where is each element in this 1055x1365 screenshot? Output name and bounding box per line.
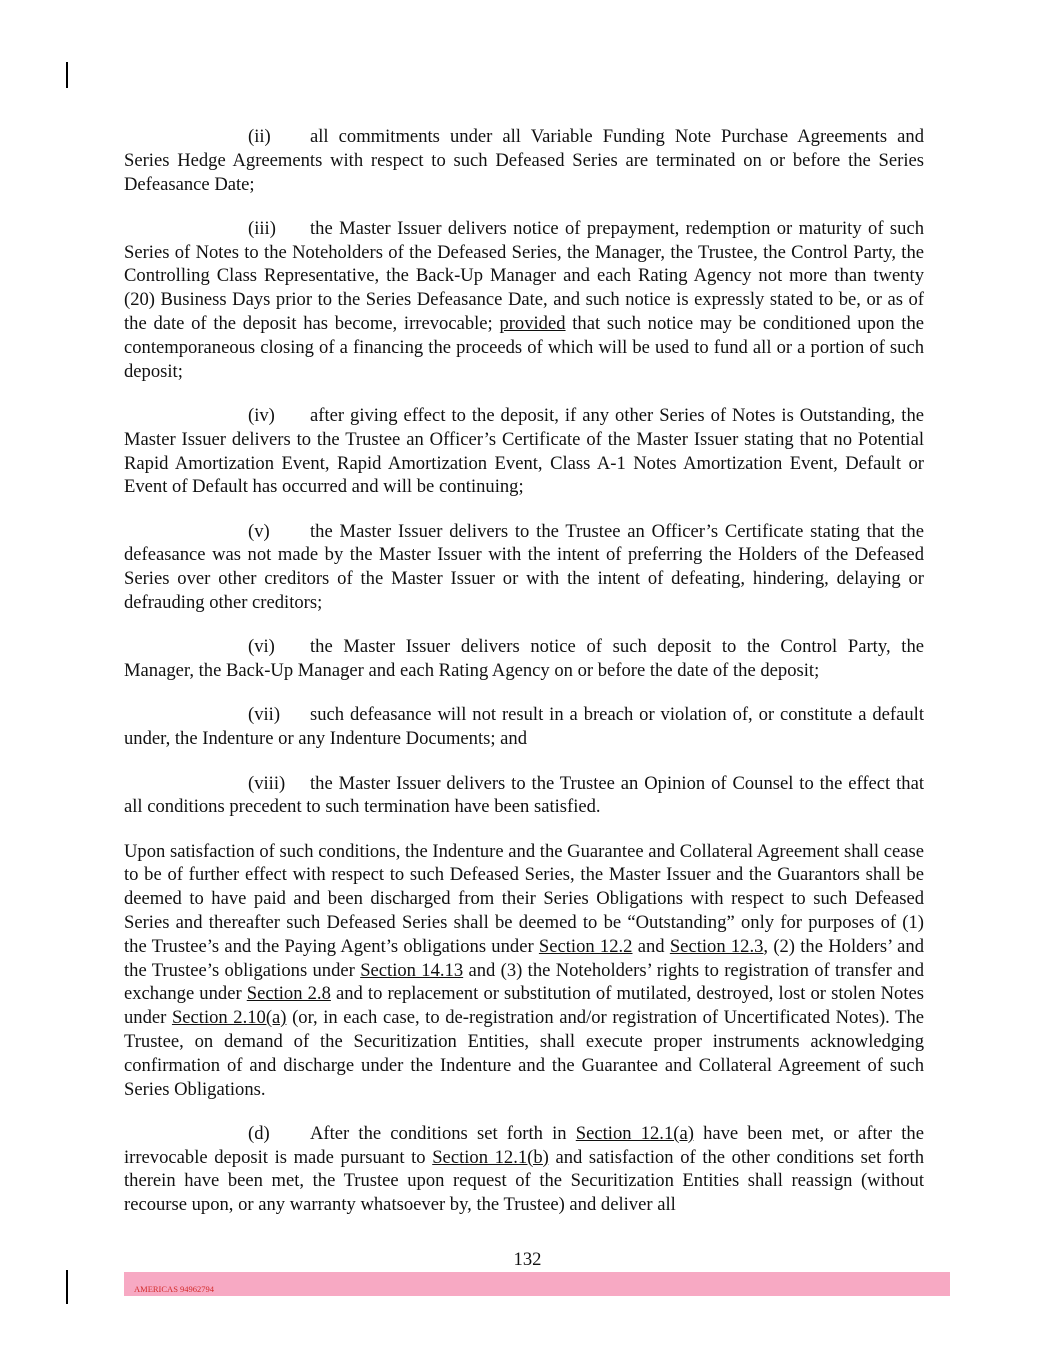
footer-bar (124, 1272, 950, 1296)
document-id: AMERICAS 94962794 (134, 1284, 215, 1294)
section-reference: Section 12.1(a) (575, 1122, 694, 1144)
section-reference: Section 12.1(b) (432, 1146, 549, 1168)
clause-text: the Master Issuer delivers notice of prepayment, redemption or maturity of such Series of Notes to the Noteholders of the Defeased Series, the Manager, the Trustee, the Control Party, the Controlling Class Representative, the Back-Up Manager and each Rating Agency not more than twenty (20) Business Days prior to the Series Defeasance Date, and such notice is expressly stated to be, or as of the date of the deposit has become, irrevocable; (124, 217, 924, 335)
section-reference: Section 12.2 (538, 935, 633, 957)
clause-text: the Master Issuer delivers to the Trustee an Opinion of Counsel to the effect that all conditions precedent to such termination have been satisfied. (124, 772, 924, 818)
clause-number: (iv) (248, 404, 275, 426)
closing-text: (or, in each case, to de-registration and/or registration of Uncertificated Notes). The Trustee, on demand of the Securitization Entities, shall execute proper instruments acknowledging confirmation of and discharge under the Indenture and the Guarantee and Collateral Agreement of such Series Obligations. (124, 1007, 924, 1100)
clause-vi (124, 635, 924, 683)
closing-paragraph (124, 840, 924, 1102)
clause-text-continued: that such notice may be conditioned upon the contemporaneous closing of a financing the proceeds of which will be used to fund all or a portion of such deposit; (124, 313, 924, 382)
clause-text: the Master Issuer delivers notice of such deposit to the Control Party, the Manager, the Back-Up Manager and each Rating Agency on or before the date of the deposit; (124, 636, 924, 682)
closing-text: and (632, 935, 670, 957)
page-number: 132 (513, 1249, 542, 1270)
clause-text: all commitments under all Variable Funding Note Purchase Agreements and Series Hedge Agreements with respect to such Defeased Series are terminated on or before the Series Defeasance Date; (124, 126, 924, 195)
clause-text: After the conditions set forth in (310, 1122, 576, 1144)
document-body (124, 125, 924, 1238)
section-reference: Section 2.10(a) (171, 1007, 287, 1029)
clause-text: such defeasance will not result in a breach or violation of, or constitute a default under, the Indenture or any Indenture Documents; and (124, 704, 924, 750)
clause-number: (vii) (248, 704, 281, 726)
revision-bar-top (66, 62, 68, 88)
clause-text: have been met, or after the irrevocable deposit is made pursuant to (124, 1122, 924, 1168)
clause-text: after giving effect to the deposit, if any other Series of Notes is Outstanding, the Master Issuer delivers to the Trustee an Officer’s Certificate of the Master Issuer stating that no Potential Rapid Amortization Event, Rapid Amortization Event, Class A-1 Notes Amortization Event, Default or Event of Default has occurred and will be continuing; (124, 404, 924, 498)
clause-number: (v) (248, 520, 270, 542)
clause-text: the Master Issuer delivers to the Trustee an Officer’s Certificate stating that the defeasance was not made by the Master Issuer with the intent of preferring the Holders of the Defeased Series over other creditors of the Master Issuer or with the intent of defeating, hindering, delaying or defrauding other creditors; (124, 520, 924, 614)
clause-ii (124, 125, 924, 196)
clause-number: (viii) (248, 772, 286, 794)
closing-text: and (3) the Noteholders’ rights to registration of transfer and exchange under (124, 959, 925, 1005)
clause-viii (124, 772, 924, 820)
revision-bar-bottom (66, 1270, 68, 1304)
clause-v (124, 520, 924, 615)
closing-text: and to replacement or substitution of mutilated, destroyed, lost or stolen Notes under (124, 983, 924, 1029)
clause-iv (124, 404, 924, 499)
section-reference: Section 2.8 (246, 983, 331, 1005)
clause-number: (vi) (248, 636, 275, 658)
clause-d (124, 1122, 924, 1217)
clause-number: (d) (248, 1122, 270, 1144)
clause-number: (ii) (248, 126, 271, 147)
clause-iii (124, 217, 924, 384)
section-reference: Section 12.3 (669, 935, 764, 957)
closing-text: Upon satisfaction of such conditions, the Indenture and the Guarantee and Collateral Agreement shall cease to be of further effect with respect to such Defeased Series, the Master Issuer and the Guarantors shall be deemed to have paid and been discharged from their Series Obligations with respect to such Defeased Series and thereafter such Defeased Series shall be deemed to be “Outstanding” only for purposes of (1) the Trustee’s and the Paying Agent’s obligations under (124, 840, 924, 957)
section-reference: Section 14.13 (360, 959, 464, 981)
clause-vii (124, 703, 924, 751)
clause-text: and satisfaction of the other conditions set forth therein have been met, the Trustee upon request of the Securitization Entities shall reassign (without recourse upon, or any warranty whatsoever by, the Trustee) and deliver all (124, 1146, 925, 1216)
closing-text: , (2) the Holders’ and the Trustee’s obligations under (124, 935, 925, 981)
provided-term: provided (499, 313, 566, 335)
clause-number: (iii) (248, 217, 276, 239)
